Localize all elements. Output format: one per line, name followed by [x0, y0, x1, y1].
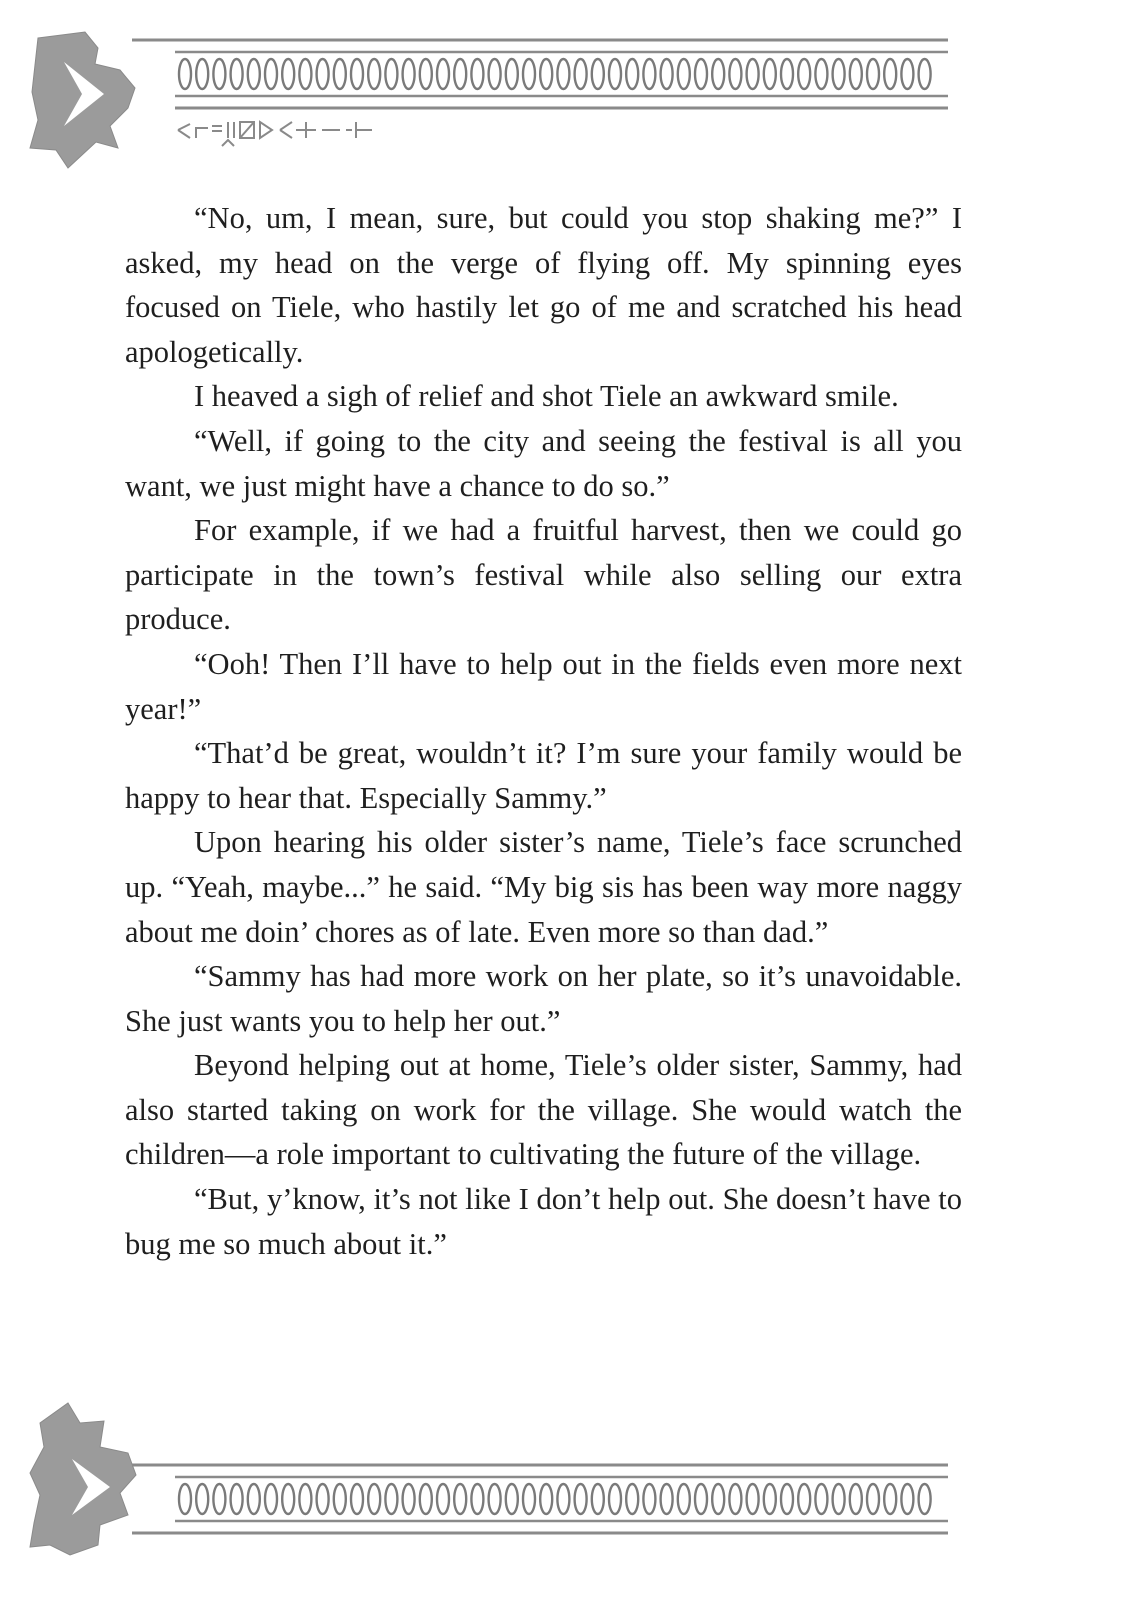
chain-oval [471, 59, 483, 89]
chain-oval [454, 1484, 466, 1514]
oval-chain-border [132, 1465, 948, 1533]
chain-oval [626, 1484, 638, 1514]
chain-oval [678, 59, 690, 89]
paragraph: Upon hearing his older sister’s name, Tiele’s face scrunched up. “Yeah, maybe...” he said. “My big sis has been way more naggy about me doin’ chores as of late. Even more so than dad.” [125, 825, 962, 949]
chain-oval [781, 1484, 793, 1514]
chain-oval [420, 1484, 432, 1514]
chain-oval [231, 59, 243, 89]
chain-oval [299, 1484, 311, 1514]
chain-oval [403, 59, 415, 89]
chain-oval [592, 1484, 604, 1514]
chain-oval [729, 1484, 741, 1514]
footer-ornament-graphic [0, 1395, 1125, 1565]
chain-oval [334, 1484, 346, 1514]
chain-oval [884, 1484, 896, 1514]
chain-oval [454, 59, 466, 89]
chain-oval [489, 59, 501, 89]
chain-oval [592, 59, 604, 89]
chain-oval [437, 59, 449, 89]
body-text [125, 196, 962, 1266]
chain-oval [919, 1484, 931, 1514]
paragraph: For example, if we had a fruitful harvest, then we could go participate in the town’s festival while also selling our extra produce. [125, 513, 962, 637]
chain-oval [747, 59, 759, 89]
chain-oval [213, 1484, 225, 1514]
chain-oval [557, 59, 569, 89]
chain-oval [196, 59, 208, 89]
chain-oval [248, 1484, 260, 1514]
paragraph: “But, y’know, it’s not like I don’t help out. She doesn’t have to bug me so much about it.” [125, 1182, 962, 1261]
footer-ornament [0, 1395, 1125, 1565]
chain-oval [540, 59, 552, 89]
chain-oval [334, 59, 346, 89]
paragraph: I heaved a sigh of relief and shot Tiele an awkward smile. [194, 379, 899, 414]
chain-oval [265, 1484, 277, 1514]
chain-oval [506, 1484, 518, 1514]
chain-oval [420, 59, 432, 89]
chain-oval [815, 1484, 827, 1514]
chain-oval [403, 1484, 415, 1514]
header-ornament-graphic [0, 30, 1125, 175]
chain-oval [575, 59, 587, 89]
chain-oval [798, 59, 810, 89]
chain-oval [385, 59, 397, 89]
paragraph: Beyond helping out at home, Tiele’s older sister, Sammy, had also started taking on work for the village. She would watch the children—a role important to cultivating the future of the village. [125, 1048, 962, 1172]
chain-oval [265, 59, 277, 89]
runic-inscription [178, 122, 372, 146]
chain-oval [764, 59, 776, 89]
chain-oval [179, 1484, 191, 1514]
chain-oval [901, 59, 913, 89]
chain-oval [523, 59, 535, 89]
chain-oval [540, 1484, 552, 1514]
chain-oval [833, 1484, 845, 1514]
chain-oval [317, 59, 329, 89]
chain-oval [867, 59, 879, 89]
chain-oval [643, 59, 655, 89]
chain-oval [609, 59, 621, 89]
chain-oval [850, 59, 862, 89]
chain-oval [850, 1484, 862, 1514]
chain-oval [695, 1484, 707, 1514]
chain-oval [919, 59, 931, 89]
chain-oval [282, 59, 294, 89]
chain-oval [626, 59, 638, 89]
chain-oval [712, 1484, 724, 1514]
chain-oval [523, 1484, 535, 1514]
chain-oval [609, 1484, 621, 1514]
chain-oval [798, 1484, 810, 1514]
chain-oval [231, 1484, 243, 1514]
chain-oval [213, 59, 225, 89]
chain-oval [678, 1484, 690, 1514]
chain-oval [815, 59, 827, 89]
oval-chain-border [132, 40, 948, 108]
chain-oval [867, 1484, 879, 1514]
chain-oval [575, 1484, 587, 1514]
chain-oval [661, 59, 673, 89]
chain-oval [781, 59, 793, 89]
chain-oval [661, 1484, 673, 1514]
paragraph: “No, um, I mean, sure, but could you stop shaking me?” I asked, my head on the verge of flying off. My spinning eyes focused on Tiele, who hastily let go of me and scratched his head apologetically. [125, 201, 962, 369]
chain-oval [437, 1484, 449, 1514]
fleur-corner-icon [30, 1403, 136, 1555]
chain-oval [901, 1484, 913, 1514]
chain-oval [351, 59, 363, 89]
paragraph: “That’d be great, wouldn’t it? I’m sure your family would be happy to hear that. Especially Sammy.” [125, 736, 962, 815]
chain-oval [833, 59, 845, 89]
chain-oval [248, 59, 260, 89]
paragraph: “Sammy has had more work on her plate, so it’s unavoidable. She just wants you to help her out.” [125, 959, 962, 1038]
chain-oval [729, 59, 741, 89]
chain-oval [368, 1484, 380, 1514]
chain-oval [179, 59, 191, 89]
chain-oval [385, 1484, 397, 1514]
chain-oval [282, 1484, 294, 1514]
chain-oval [506, 59, 518, 89]
header-ornament [0, 30, 1125, 175]
chain-oval [712, 59, 724, 89]
chain-oval [489, 1484, 501, 1514]
chain-oval [317, 1484, 329, 1514]
chain-oval [747, 1484, 759, 1514]
chain-oval [351, 1484, 363, 1514]
paragraph: “Ooh! Then I’ll have to help out in the fields even more next year!” [125, 646, 962, 726]
chain-oval [368, 59, 380, 89]
paragraph: “Well, if going to the city and seeing the festival is all you want, we just might have a chance to do so.” [125, 423, 962, 503]
chain-oval [196, 1484, 208, 1514]
chain-oval [557, 1484, 569, 1514]
fleur-corner-icon [30, 32, 135, 168]
chain-oval [643, 1484, 655, 1514]
chain-oval [884, 59, 896, 89]
chain-oval [695, 59, 707, 89]
chain-oval [764, 1484, 776, 1514]
chain-oval [299, 59, 311, 89]
chain-oval [471, 1484, 483, 1514]
